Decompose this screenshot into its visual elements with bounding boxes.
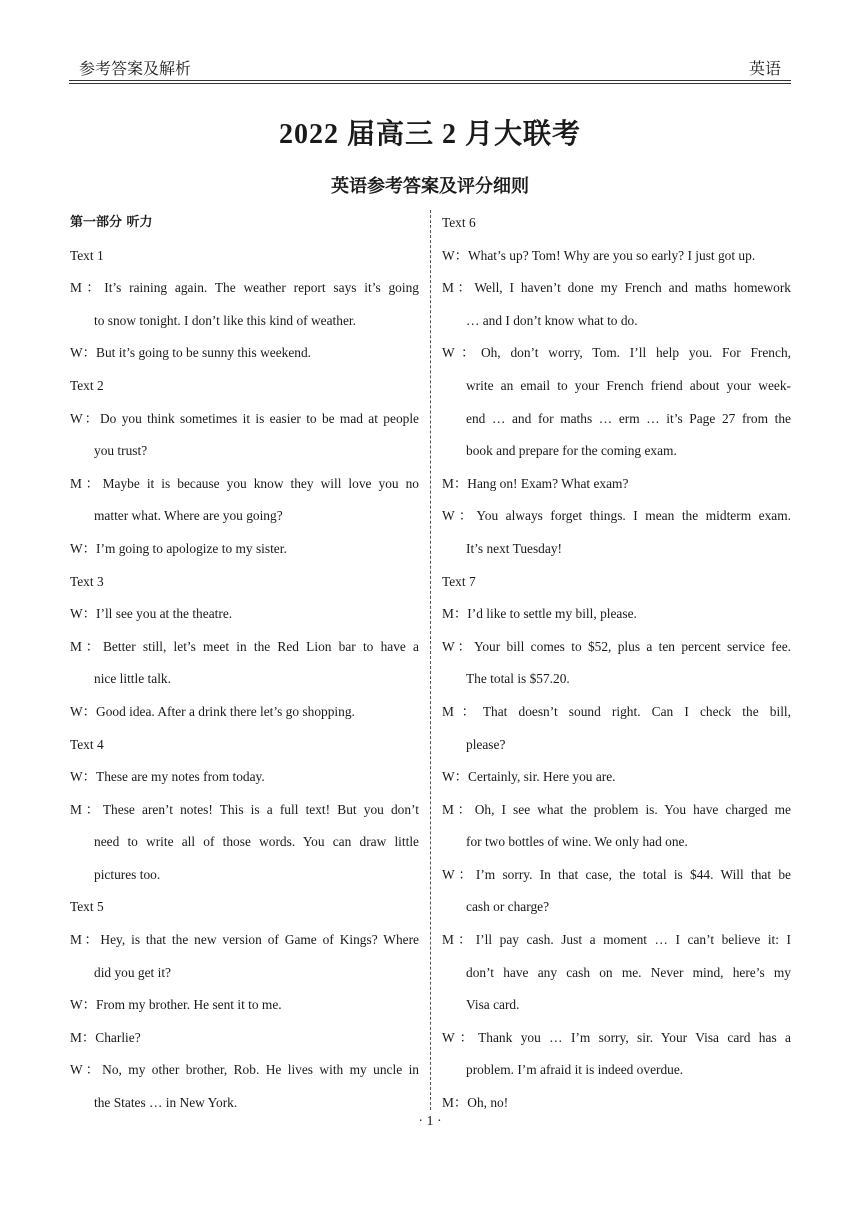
transcript-line: M：I’d like to settle my bill, please. (442, 606, 637, 622)
transcript-line: W：Your bill comes to $52, plus a ten percent service fee. (442, 638, 791, 654)
transcript-line: W：Do you think sometimes it is easier to be mad at people (70, 410, 419, 426)
transcript-line: nice little talk. (94, 671, 171, 687)
header-rule-top (69, 80, 791, 81)
transcript-line: M：I’ll pay cash. Just a moment … I can’t believe it: I (442, 932, 791, 948)
transcript-line: end … and for maths … erm … it’s Page 27 from the (466, 410, 791, 426)
transcript-line: W：These are my notes from today. (70, 769, 265, 785)
transcript-line: W：I’m sorry. In that case, the total is $44. Will that be (442, 866, 791, 882)
transcript-line: Text 2 (70, 377, 104, 393)
transcript-line: W：Thank you … I’m sorry, sir. Your Visa card has a (442, 1029, 791, 1045)
transcript-line: M：Better still, let’s meet in the Red Lion bar to have a (70, 638, 419, 654)
page-title: 2022 届高三 2 月大联考 (278, 119, 581, 150)
column-divider (430, 210, 431, 1110)
page-header (69, 54, 791, 82)
transcript-line: cash or charge? (466, 899, 550, 915)
transcript-line: W：No, my other brother, Rob. He lives with my uncle in (70, 1062, 419, 1078)
transcript-line: W：You always forget things. I mean the midterm exam. (442, 508, 791, 524)
transcript-line: M：Well, I haven’t done my French and maths homework (442, 280, 791, 296)
transcript-line: Text 3 (70, 573, 104, 589)
transcript-line: problem. I’m afraid it is indeed overdue. (466, 1062, 684, 1078)
transcript-line: don’t have any cash on me. Never mind, here’s my (466, 964, 791, 980)
section-heading: 第一部分 听力 (70, 215, 153, 230)
transcript-line: M：It’s raining again. The weather report says it’s going (70, 280, 419, 296)
transcript-line: M：Oh, no! (442, 1095, 509, 1111)
header-rule-bottom (69, 83, 791, 84)
transcript-line: pictures too. (94, 866, 161, 882)
header-section-label: 参考答案及解析 (79, 61, 192, 78)
transcript-line: to snow tonight. I don’t like this kind of weather. (94, 312, 356, 328)
transcript-line: M：Oh, I see what the problem is. You have charged me (442, 801, 791, 817)
transcript-line: W：Good idea. After a drink there let’s go shopping. (70, 703, 355, 719)
transcript-line: Text 5 (70, 899, 104, 915)
transcript-line: M：Maybe it is because you know they will love you no (70, 475, 419, 491)
right-column (442, 207, 791, 1120)
transcript-line: book and prepare for the coming exam. (466, 443, 677, 459)
transcript-line: W：Oh, don’t worry, Tom. I’ll help you. For French, (442, 345, 791, 361)
transcript-line: you trust? (94, 443, 148, 459)
transcript-line: need to write all of those words. You can draw little (94, 834, 419, 850)
transcript-line: matter what. Where are you going? (94, 508, 283, 524)
transcript-line: W：I’m going to apologize to my sister. (70, 540, 287, 556)
transcript-line: Text 4 (70, 736, 104, 752)
transcript-line: Text 7 (442, 573, 476, 589)
transcript-line: W：What’s up? Tom! Why are you so early? I just got up. (442, 247, 756, 263)
transcript-line: M：That doesn’t sound right. Can I check the bill, (442, 703, 791, 719)
transcript-line: please? (466, 736, 506, 752)
transcript-line: … and I don’t know what to do. (466, 312, 638, 328)
transcript-line: The total is $57.20. (466, 671, 570, 687)
transcript-line: W：From my brother. He sent it to me. (70, 997, 282, 1013)
transcript-line: for two bottles of wine. We only had one. (466, 834, 688, 850)
left-column (70, 207, 419, 1120)
transcript-line: M：Hey, is that the new version of Game of Kings? Where (70, 932, 419, 948)
transcript-line: M：Hang on! Exam? What exam? (442, 475, 629, 491)
page-number: · 1 · (418, 1114, 442, 1129)
transcript-line: the States … in New York. (94, 1095, 238, 1111)
transcript-line: It’s next Tuesday! (466, 540, 562, 556)
transcript-line: W：Certainly, sir. Here you are. (442, 769, 616, 785)
transcript-line: W：I’ll see you at the theatre. (70, 606, 233, 622)
transcript-line: M：Charlie? (70, 1029, 141, 1045)
transcript-line: W：But it’s going to be sunny this weekend. (70, 345, 312, 361)
transcript-line: Text 1 (70, 247, 104, 263)
transcript-line: did you get it? (94, 964, 171, 980)
transcript-line: Text 6 (442, 215, 476, 230)
transcript-line: write an email to your French friend about your week- (466, 377, 791, 393)
page-subtitle: 英语参考答案及评分细则 (331, 176, 529, 196)
transcript-line: M：These aren’t notes! This is a full text! But you don’t (70, 801, 419, 817)
header-subject-label: 英语 (748, 61, 781, 78)
transcript-line: Visa card. (466, 997, 520, 1013)
